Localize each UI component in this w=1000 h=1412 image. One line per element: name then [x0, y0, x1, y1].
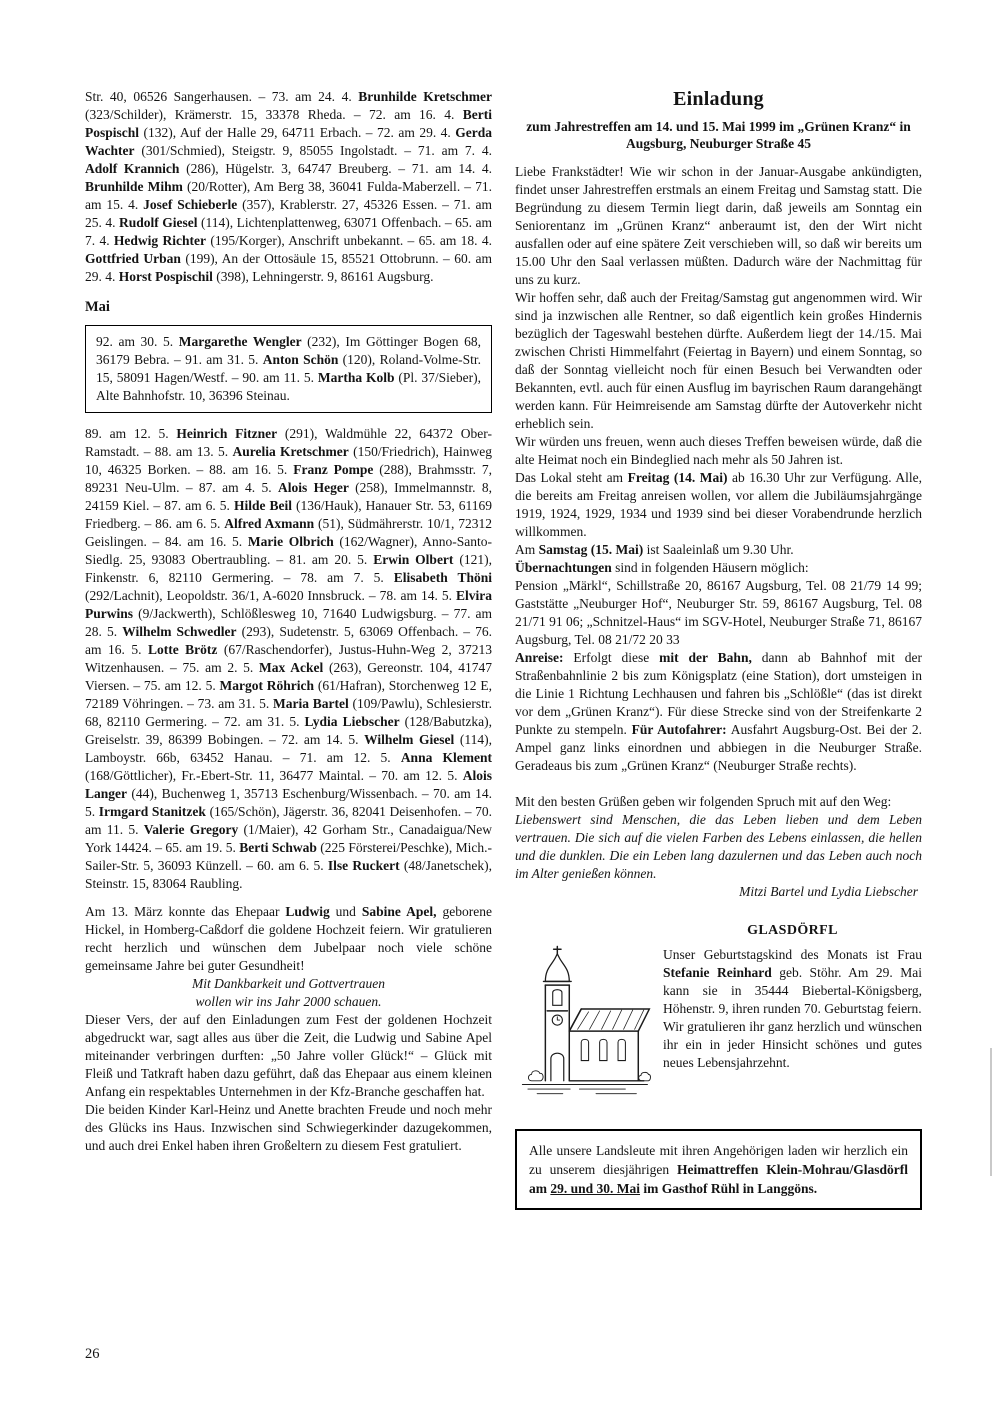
text-run: (61/Hafran), Storchenweg 12 E, 72189 Vöhringen. – 73. am 31. 5.	[85, 678, 492, 711]
paragraph	[515, 577, 922, 649]
text-run: Liebe Frankstädter! Wie wir schon in der Januar-Ausgabe ankündigten, findet unser Jahrestreffen erstmals an einem Freitag und Samstag statt. Die Begründung zu diesem Termin liegt darin, daß jeweils am Sonntag ein Seniorentanz im „Grünen Kranz“ anberaumt ist, den der Wirt nicht ausfallen oder auf eine spätere Zeit verschieben will, so daß wir bereits um 15.00 Uhr den Saal verlassen müßten. Dadurch wäre der Nachmittag für uns zu kurz.	[515, 164, 922, 287]
text-run: Wir gratulieren ihr ganz herzlich und wünschen ihr ein in jeder Hinsicht schönes und gutes neues Lebensjahrzehnt.	[663, 1019, 922, 1070]
april-birthday-list	[85, 88, 492, 286]
invitation-subtitle: zum Jahrestreffen am 14. und 15. Mai 1999 im „Grünen Kranz“ in Augsburg, Neuburger Straße 45	[526, 119, 911, 151]
text-run: (1/Maier), 42 Gorham Str., Canadaigua/New York 14424. – 65. am 19. 5.	[85, 822, 492, 855]
text-run: Berti Pospischl	[85, 107, 492, 140]
glasdoerfl-heading: GLASDÖRFL	[747, 923, 838, 938]
text-run: Valerie Gregory	[143, 822, 239, 837]
text-run: Liebenswert sind Menschen, die das Leben lieben und dem Leben vertrauen. Die sich auf die vielen Farben des Lebens einlassen, die hellen und die dunklen. Die ein Leben lang dazulernen und das Leben auch noch im Alter genießen können.	[515, 812, 922, 881]
text-run: (199), An der Ottosäule 15, 85521 Ottobrunn. – 60. am 29. 4.	[85, 251, 492, 284]
text-run: dann ab Bahnhof mit der Straßenbahnlinie 2 bis zum Königsplatz (eine Station), dort umsteigen in die Linie 1 Richtung Lechhausen und fahren bis „Schlößle“ (das ist direkt vor dem „Grünen Kranz“). Für diese Strecke sind von der Streifenkarte 2 Punkte zu stempeln.	[515, 650, 922, 737]
text-run: Martha Kolb	[317, 370, 395, 385]
text-run: Adolf Krannich	[85, 161, 180, 176]
text-run: Max Ackel	[259, 660, 324, 675]
text-run: Margot Röhrich	[219, 678, 315, 693]
text-run: Maria Bartel	[273, 696, 349, 711]
paragraph	[515, 883, 922, 901]
text-run: Alois Langer	[85, 768, 492, 801]
month-heading: Mai	[85, 299, 110, 315]
text-run: 89. am 12. 5.	[85, 426, 177, 441]
text-run: Aurelia Kretschmer	[232, 444, 349, 459]
church-illustration	[515, 923, 653, 1105]
text-run: Ausfahrt Augsburg-Ost. Bei der 2. Ampel ganz links einordnen und abbiegen in die Neuburger Straße. Geradeaus bis zum „Grünen Kranz“ (Neuburger Straße rechts).	[515, 722, 922, 773]
text-run: Ilse Ruckert	[327, 858, 400, 873]
text-run: Wilhelm Giesel	[364, 732, 455, 747]
paragraph	[515, 649, 922, 775]
text-run: (291), Waldmühle 22, 64372 Ober-Ramstadt. – 88. am 13. 5.	[85, 426, 492, 459]
text-run: Am	[515, 542, 539, 557]
paragraph	[85, 1011, 492, 1101]
text-run: Wir hoffen sehr, daß auch der Freitag/Samstag gut angenommen wird. Wir sind ja inzwischen alle Rentner, so daß eigentlich kein großes Hindernis bezüglich der Tageswahl bestehen dürfte. Außerdem liegt der 14./15. Mai zwischen Christi Himmelfahrt (Feiertag in Bayern) und einem Sonntag, so daß der Sonntag vielleicht noch für einen Besuch bei Verwandten oder Bekannten, evtl. auch für einen Ausflug im bayrischen Raum darangehängt werden kann. Für Heimreisende am Samstag dürfte der Autoverkehr nicht erheblich sein.	[515, 290, 922, 431]
heimattreffen-box	[515, 1129, 922, 1210]
paragraph	[515, 811, 922, 883]
paragraph	[85, 1101, 492, 1155]
text-run: (323/Schilder), Krämerstr. 15, 33378 Rheda. – 72. am 16. 4.	[85, 107, 463, 122]
text-run: Unser Geburtstagskind des Monats ist Frau	[663, 947, 922, 962]
text-run: sind in folgenden Häusern möglich:	[611, 560, 809, 575]
text-run: (225 Försterei/Peschke), Mich.-Sailer-Str. 5, 36093 Künzell. – 60. am 6. 5.	[85, 840, 493, 873]
heimattreffen-text	[529, 1141, 908, 1198]
paragraph	[515, 433, 922, 469]
text-run: (114), Lichtenplattenweg, 63071 Offenbach. – 65. am 7. 4.	[85, 215, 492, 248]
text-run: (136/Hauk), Hanauer Str. 53, 61169 Friedberg. – 86. am 6. 5.	[85, 498, 492, 531]
text-run: wollen wir ins Jahr 2000 schauen.	[195, 994, 382, 1009]
text-run: Marie Olbrich	[247, 534, 334, 549]
text-run: Horst Pospischil	[118, 269, 213, 284]
may-birthday-list	[85, 425, 492, 893]
text-run: Sabine Apel,	[361, 904, 437, 919]
text-run: geborene Hickel, in Homberg-Caßdorf die goldene Hochzeit feiern. Wir gratulieren recht herzlich und wünschen dem Jubelpaar noch viele schöne gemeinsame Jahre bei guter Gesundheit!	[85, 904, 492, 973]
text-run: im Gasthof Rühl in Langgöns.	[640, 1181, 818, 1196]
text-run: (48/Janetschek), Steinstr. 15, 83064 Raubling.	[85, 858, 493, 891]
text-run: Samstag (15. Mai)	[538, 542, 644, 557]
text-run: (293), Sudetenstr. 5, 63069 Offenbach. – 76. am 16. 5.	[85, 624, 493, 657]
text-run: Berti Schwab	[239, 840, 317, 855]
text-run: (132), Auf der Halle 29, 64711 Erbach. – 72. am 29. 4.	[139, 125, 456, 140]
text-run: (67/Raschendorfer), Justus-Huhn-Weg 2, 37213 Witzenhausen. – 75. am 2. 5.	[85, 642, 492, 675]
text-run: Franz Pompe	[293, 462, 374, 477]
text-run: Gottfried Urban	[85, 251, 181, 266]
text-run: Alfred Axmann	[224, 516, 315, 531]
paragraph	[515, 541, 922, 559]
text-run: geb. Stöhr. Am 29. Mai kann sie in 35444 Biebertal-Königsberg, Höhenstr. 9, ihren runden 70. Geburtstag feiern.	[663, 965, 922, 1016]
text-run: (398), Lehningerstr. 9, 86161 Augsburg.	[212, 269, 434, 284]
paragraph	[85, 975, 492, 993]
text-run: Anreise:	[515, 650, 564, 665]
text-run: (301/Schmied), Steigstr. 9, 85055 Ingolstadt. – 71. am 7. 4.	[134, 143, 492, 158]
text-run: (128/Babutzka), Greiselstr. 39, 86399 Bobingen. – 72. am 14. 5.	[85, 714, 493, 747]
text-run: (258), Immelmannstr. 8, 24159 Kiel. – 87. am 6. 5.	[85, 480, 493, 513]
text-run: Str. 40, 06526 Sangerhausen. – 73. am 24. 4.	[85, 89, 359, 104]
text-run: Mit Dankbarkeit und Gottvertrauen	[191, 976, 386, 991]
text-run: Hedwig Richter	[113, 233, 206, 248]
text-run: (51), Südmährerstr. 10/1, 72312 Geislingen. – 84. am 16. 5.	[85, 516, 493, 549]
text-run: Die beiden Kinder Karl-Heinz und Anette brachten Freude und noch mehr des Glücks ins Haus. Inzwischen sind Schwiegerkinder dazugekommen, und auch drei Enkel haben ihren Großeltern zu diesem Fest gratuliert.	[85, 1102, 492, 1153]
text-run: Alois Heger	[277, 480, 349, 495]
text-run: (120), Roland-Volme-Str. 15, 58091 Hagen/Westf. – 90. am 11. 5.	[96, 352, 481, 385]
text-run: (44), Buchenweg 1, 35713 Eschenburg/Wissenbach. – 70. am 14. 5.	[85, 786, 492, 819]
text-run: Lotte Brötz	[147, 642, 218, 657]
paragraph	[85, 903, 492, 975]
text-run: Lydia Liebscher	[304, 714, 400, 729]
boxed-birthday-list	[96, 333, 481, 405]
text-run: Irmgard Stanitzek	[98, 804, 206, 819]
text-run: Heinrich Fitzner	[176, 426, 278, 441]
text-run: Für Autofahrer:	[631, 722, 727, 737]
text-run: Mitzi Bartel und Lydia Liebscher	[739, 884, 918, 899]
text-run: Am 13. März konnte das Ehepaar	[85, 904, 286, 919]
text-run: Mit den besten Grüßen geben wir folgenden Spruch mit auf den Weg:	[515, 794, 892, 809]
text-run: Anna Klement	[400, 750, 492, 765]
text-run: (168/Göttlicher), Fr.-Ebert-Str. 11, 36477 Maintal. – 70. am 12. 5.	[85, 768, 463, 783]
text-run: Brunhilde Mihm	[85, 179, 183, 194]
text-run: Erfolgt diese	[563, 650, 660, 665]
text-run: (9/Jackwerth), Schlößlesweg 10, 71640 Ludwigsburg. – 77. am 28. 5.	[85, 606, 492, 639]
left-column	[85, 88, 492, 1155]
paragraph	[663, 946, 922, 1018]
glasdoerfl-paragraphs	[663, 946, 922, 1072]
glasdoerfl-text	[663, 923, 922, 1072]
text-run: 29. und 30. Mai	[550, 1181, 641, 1196]
text-run: 92. am 30. 5.	[96, 334, 179, 349]
text-run: Hilde Beil	[233, 498, 292, 513]
text-run: (150/Friedrich), Hainweg 10, 46325 Borken. – 88. am 16. 5.	[85, 444, 492, 477]
text-run: ab 16.30 Uhr zur Verfügung. Alle, die bereits am Freitag anreisen wollen, vor allem die Jubiläumsjahrgänge 1919, 1924, 1929, 1934 und 1939 sind bei dieser Vorabendrunde herzlich willkommen.	[515, 470, 923, 539]
page-number: 26	[85, 1346, 100, 1362]
text-run: Pension „Märkl“, Schillstraße 20, 86167 Augsburg, Tel. 08 21/79 14 99; Gaststätte „Neuburger Hof“, Neuburger Str. 59, 86167 Augsburg, Tel. 08 21/71 91 06; „Schnitzel-Haus“ im SGV-Hotel, Neuburger Straße 71, 86167 Augsburg, Tel. 08 21/72 20 33	[515, 578, 922, 647]
text-run: Brunhilde Kretschmer	[358, 89, 492, 104]
text-run: (109/Pawlu), Schlesierstr. 68, 82110 Germering. – 72. am 31. 5.	[85, 696, 492, 729]
text-run: (20/Rotter), Am Berg 38, 36041 Fulda-Maberzell. – 71. am 15. 4.	[85, 179, 492, 212]
birthday-highlight-box	[85, 325, 492, 413]
text-run: Margarethe Wengler	[178, 334, 302, 349]
text-run: (Pl. 37/Sieber), Alte Bahnhofstr. 10, 36396 Steinau.	[96, 370, 481, 403]
invitation-title: Einladung	[673, 88, 764, 110]
text-run: Gerda Wachter	[85, 125, 492, 158]
text-run: und	[329, 904, 362, 919]
text-run: ist Saaleinlaß um 9.30 Uhr.	[643, 542, 794, 557]
text-run: (162/Wagner), Anno-Santo-Siedlg. 25, 93083 Obertraubling. – 81. am 20. 5.	[85, 534, 492, 567]
golden-wedding-section	[85, 903, 492, 1155]
paragraph	[515, 469, 922, 541]
text-run: Anton Schön	[262, 352, 339, 367]
scan-edge-artifact	[990, 1048, 992, 1176]
text-run: (232), Im Göttinger Bogen 68, 36179 Bebra. – 91. am 31. 5.	[96, 334, 481, 367]
text-run: (121), Finkenstr. 6, 82110 Germering. – 78. am 7. 5.	[85, 552, 492, 585]
text-run: (357), Krablerstr. 27, 45326 Essen. – 71. am 25. 4.	[85, 197, 492, 230]
paragraph	[663, 1018, 922, 1072]
text-run: Elvira Purwins	[85, 588, 492, 621]
glasdoerfl-section	[515, 923, 922, 1105]
text-run: Heimattreffen Klein-Mohrau/Glasdörfl am	[529, 1162, 908, 1196]
right-column	[515, 88, 922, 1210]
text-run: Rudolf Giesel	[119, 215, 198, 230]
text-run: Dieser Vers, der auf den Einladungen zum Fest der goldenen Hochzeit abgedruckt war, sagt alles aus über die Zeit, die Ludwig und Sabine Apel miteinander verbringen durften: „50 Jahre voller Glück!“ – Glück mit Fleiß und Tatkraft haben dazu geführt, daß das Ehepaar aus einem kleinen Anfang ein respektables Unternehmen in der Kfz-Branche geschaffen hat.	[85, 1012, 492, 1099]
text-run: (263), Gereonstr. 104, 41747 Viersen. – 75. am 12. 5.	[85, 660, 492, 693]
text-run: (114), Lamboystr. 66b, 63452 Hanau. – 71. am 12. 5.	[85, 732, 493, 765]
invitation-body	[515, 163, 922, 901]
text-run: Josef Schieberle	[143, 197, 238, 212]
text-run: mit der Bahn,	[659, 650, 752, 665]
text-run: (165/Schön), Jägerstr. 36, 82041 Deisenhofen. – 70. am 11. 5.	[85, 804, 492, 837]
paragraph	[515, 793, 922, 811]
text-run: Erwin Olbert	[373, 552, 454, 567]
text-run: Wir würden uns freuen, wenn auch dieses Treffen beweisen würde, daß die alte Heimat noch ein Bindeglied nach mehr als 50 Jahren ist.	[515, 434, 922, 467]
paragraph	[515, 289, 922, 433]
paragraph	[515, 559, 922, 577]
paragraph	[85, 993, 492, 1011]
text-run: (195/Korger), Anschrift unbekannt. – 65. am 18. 4.	[206, 233, 493, 248]
text-run: Wilhelm Schwedler	[122, 624, 237, 639]
text-run: Ludwig	[285, 904, 330, 919]
text-run: Stefanie Reinhard	[663, 965, 772, 980]
text-run: (288), Brahmsstr. 7, 89231 Neu-Ulm. – 87. am 4. 5.	[85, 462, 492, 495]
paragraph	[515, 163, 922, 289]
text-run: (286), Hügelstr. 3, 64747 Breuberg. – 71. am 14. 4.	[179, 161, 493, 176]
text-run: Das Lokal steht am	[515, 470, 628, 485]
text-run: Elisabeth Thöni	[393, 570, 492, 585]
text-run: Freitag (14. Mai)	[627, 470, 728, 485]
text-run: Alle unsere Landsleute mit ihren Angehörigen laden wir herzlich ein zu unserem diesjährigen	[529, 1143, 908, 1177]
text-run: Übernachtungen	[515, 560, 612, 575]
text-run: (292/Lachnit), Leopoldstr. 36/1, A-6020 Innsbruck. – 78. am 14. 5.	[85, 588, 456, 603]
